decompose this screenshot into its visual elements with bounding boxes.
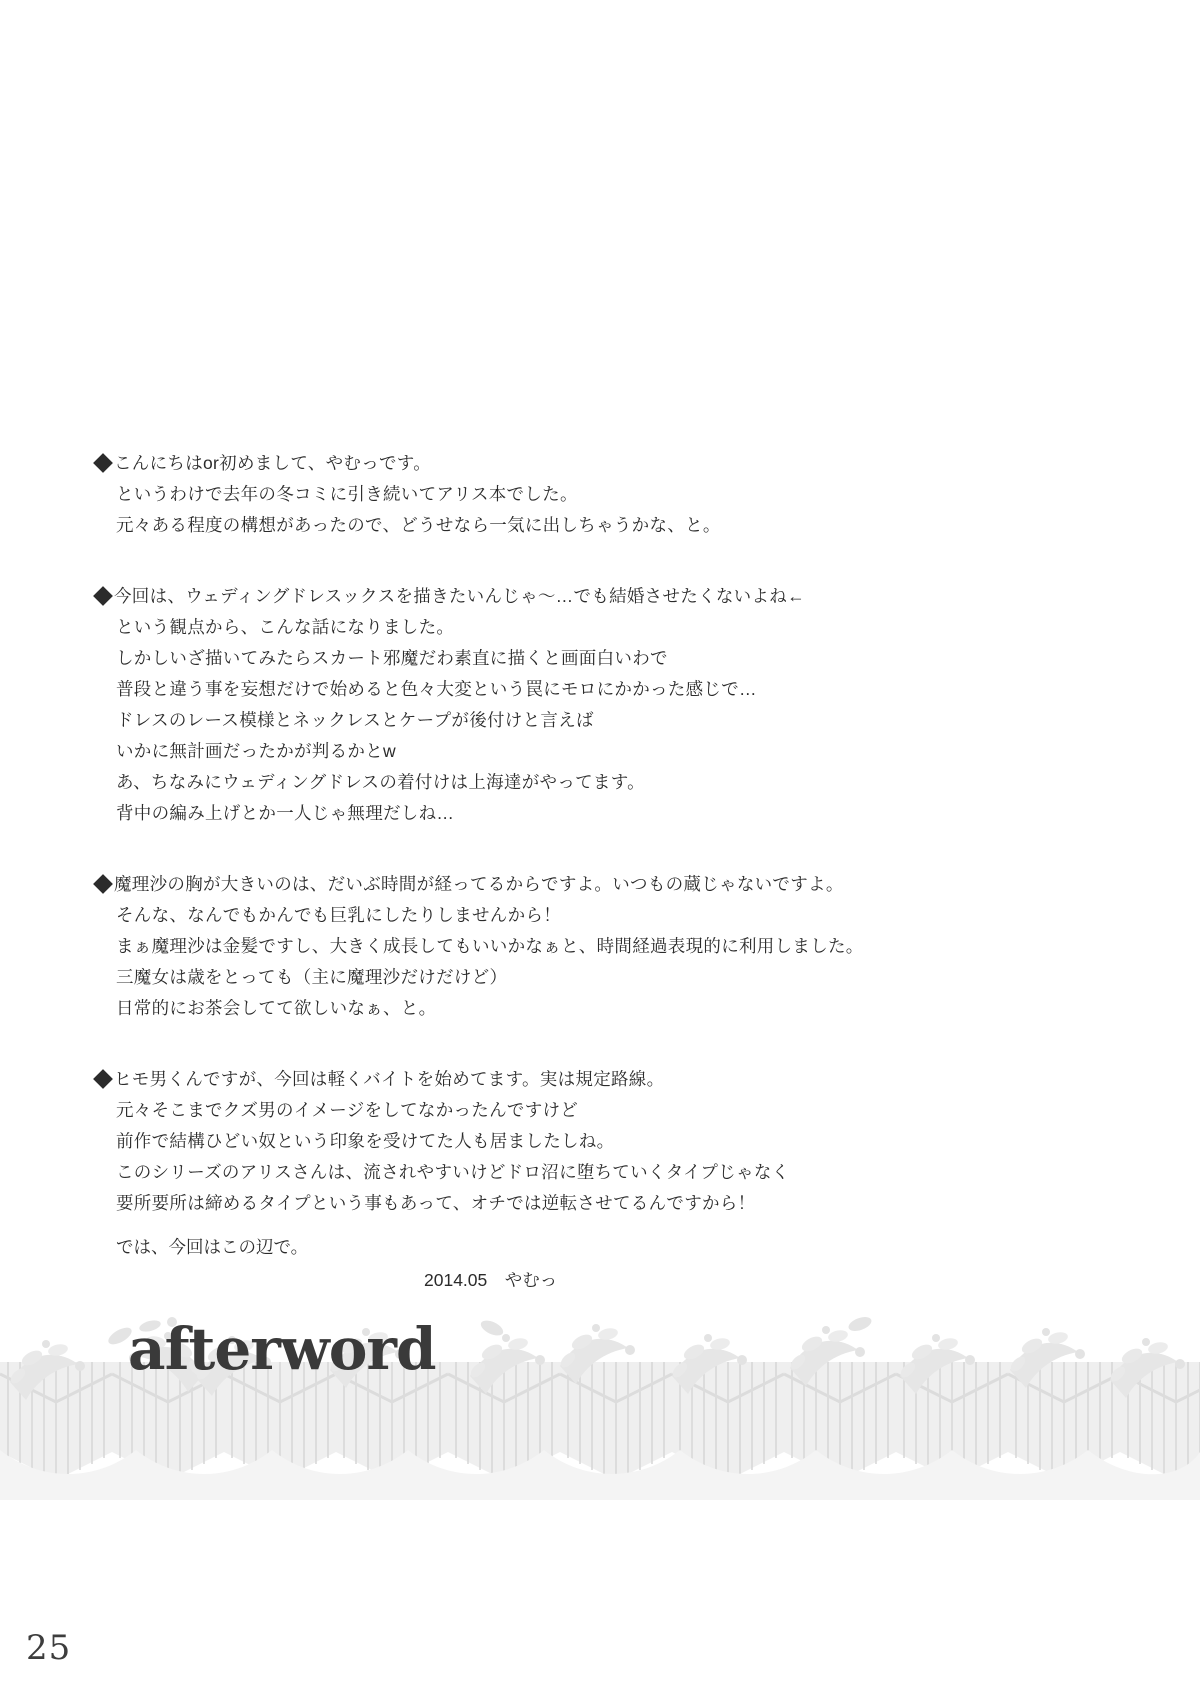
afterword-line-text: まぁ魔理沙は金髪ですし、大きく成長してもいいかなぁと、時間経過表現的に利用しました。 [116,936,864,956]
afterword-paragraph [96,581,1036,829]
page-number: 25 [26,1628,72,1668]
afterword-line-text: そんな、なんでもかんでも巨乳にしたりしませんから！ [116,905,561,925]
afterword-line-text: 魔理沙の胸が大きいのは、だいぶ時間が経ってるからですよ。いつもの蔵じゃないですよ。 [114,874,844,894]
afterword-paragraph [96,869,1036,1024]
afterword-line [96,448,1036,479]
afterword-paragraph [96,448,1036,541]
afterword-paragraph [96,1064,1036,1219]
afterword-line-text: しかしいざ描いてみたらスカート邪魔だわ素直に描くと画面白いわで [116,648,668,668]
afterword-line-text: という観点から、こんな話になりました。 [116,617,455,637]
afterword-line [96,869,1036,900]
afterword-closing-text: では、今回はこの辺で。 [116,1237,309,1257]
afterword-title-art: afterword [128,1315,436,1383]
diamond-bullet-icon [93,874,113,894]
afterword-line [96,581,1036,612]
afterword-signature: 2014.05 やむっ [424,1270,558,1290]
afterword-line-text: 今回は、ウェディングドレスックスを描きたいんじゃ〜…でも結婚させたくないよね← [114,586,805,606]
afterword-line-text: ドレスのレース模様とネックレスとケープが後付けと言えば [116,710,594,730]
afterword-line-text: 前作で結構ひどい奴という印象を受けてた人も居ましたしね。 [116,1131,615,1151]
afterword-line-text: 元々そこまでクズ男のイメージをしてなかったんですけど [116,1100,579,1120]
afterword-line-text: ヒモ男くんですが、今回は軽くバイトを始めてます。実は規定路線。 [114,1069,665,1089]
afterword-line-text: 背中の編み上げとか一人じゃ無理だしね… [116,803,455,823]
afterword-line-text: 日常的にお茶会してて欲しいなぁ、と。 [116,998,437,1018]
afterword-line-text: 元々ある程度の構想があったので、どうせなら一気に出しちゃうかな、と。 [116,515,721,535]
afterword-text-body [96,448,1036,1219]
afterword-line-text: というわけで去年の冬コミに引き続いてアリス本でした。 [116,484,578,504]
diamond-bullet-icon [93,586,113,606]
afterword-line-text: 要所要所は締めるタイプという事もあって、オチでは逆転させてるんですから！ [116,1193,756,1213]
afterword-line-text: こんにちはor初めまして、やむっです。 [114,453,432,473]
afterword-line-text: 三魔女は歳をとっても（主に魔理沙だけだけど） [116,967,508,987]
diamond-bullet-icon [93,1069,113,1089]
afterword-line-text: 普段と違う事を妄想だけで始めると色々大変という罠にモロにかかった感じで… [116,679,757,699]
afterword-line-text: いかに無計画だったかが判るかとw [116,741,396,761]
afterword-line-text: あ、ちなみにウェディングドレスの着付けは上海達がやってます。 [116,772,645,792]
diamond-bullet-icon [93,453,113,473]
afterword-line-text: このシリーズのアリスさんは、流されやすいけどドロ沼に堕ちていくタイプじゃなく [116,1162,790,1182]
afterword-line [96,1064,1036,1095]
